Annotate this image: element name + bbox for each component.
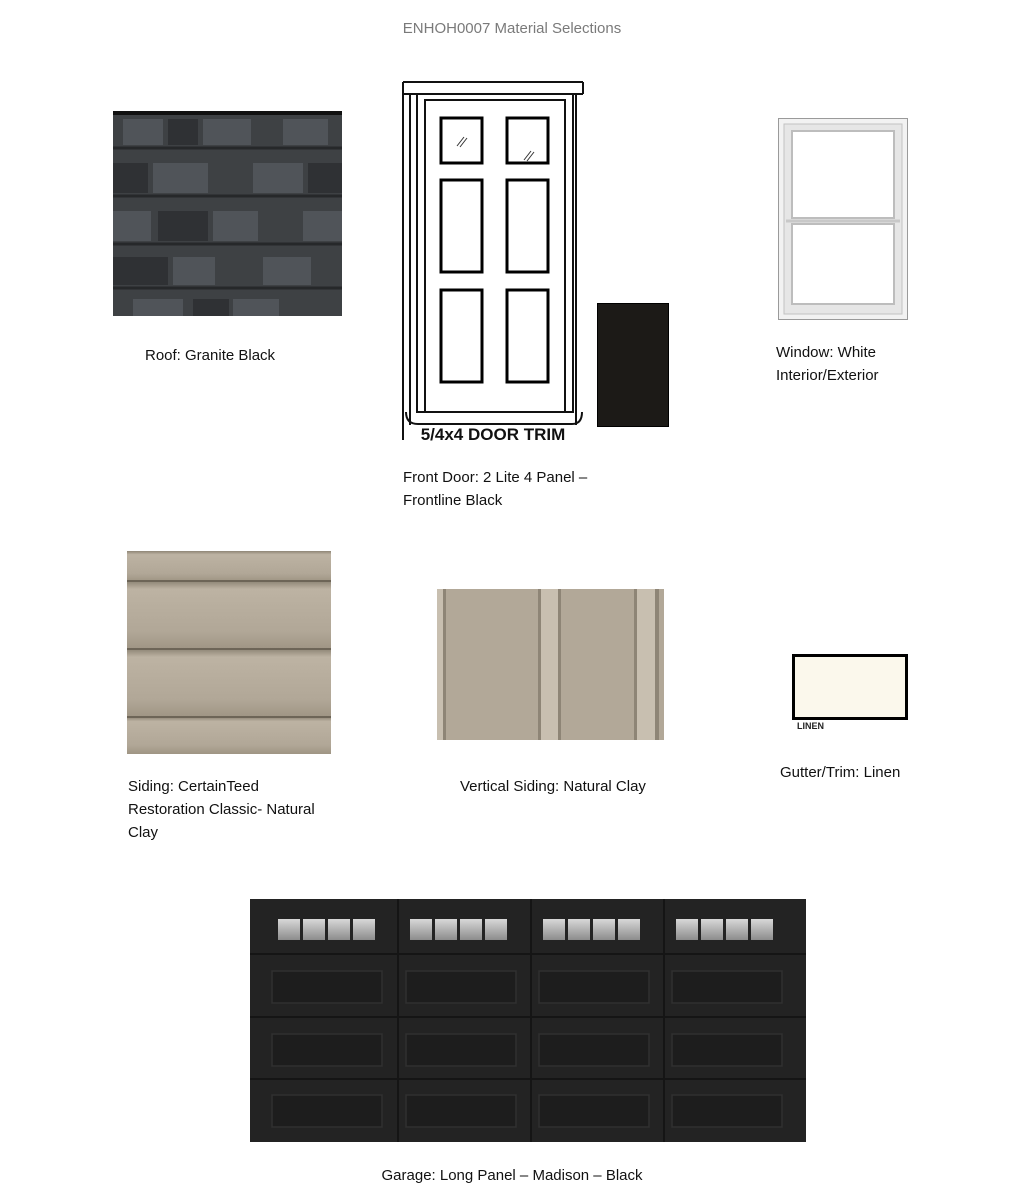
- front-door-drawing: [400, 80, 586, 444]
- front-door-caption-line2: Frontline Black: [403, 492, 503, 509]
- garage-caption: Garage: Long Panel – Madison – Black: [381, 1167, 643, 1184]
- roof-swatch: [113, 111, 342, 316]
- garage-door-image: [250, 899, 806, 1142]
- siding-caption-line2: Restoration Classic- Natural: [128, 801, 315, 818]
- front-door-caption: [403, 466, 587, 512]
- siding-caption-line3: Clay: [128, 824, 159, 841]
- window-image: [778, 118, 908, 320]
- linen-swatch-label: LINEN: [797, 721, 824, 731]
- window-caption: [776, 341, 879, 387]
- siding-caption: [128, 775, 315, 844]
- door-trim-label: 5/4x4 DOOR TRIM: [420, 425, 566, 444]
- linen-swatch: [792, 654, 908, 720]
- page-title: ENHOH0007 Material Selections: [402, 20, 622, 37]
- front-door-caption-line1: Front Door: 2 Lite 4 Panel –: [403, 469, 588, 486]
- vertical-siding-swatch: [437, 589, 664, 740]
- gutter-trim-caption: Gutter/Trim: Linen: [780, 764, 901, 781]
- siding-swatch: [127, 551, 331, 754]
- window-caption-line1: Window: White: [776, 344, 877, 361]
- window-caption-line2: Interior/Exterior: [776, 367, 879, 384]
- door-color-swatch: [597, 303, 669, 427]
- siding-caption-line1: Siding: CertainTeed: [128, 778, 259, 795]
- vertical-siding-caption: Vertical Siding: Natural Clay: [460, 778, 646, 795]
- roof-caption: Roof: Granite Black: [145, 347, 276, 364]
